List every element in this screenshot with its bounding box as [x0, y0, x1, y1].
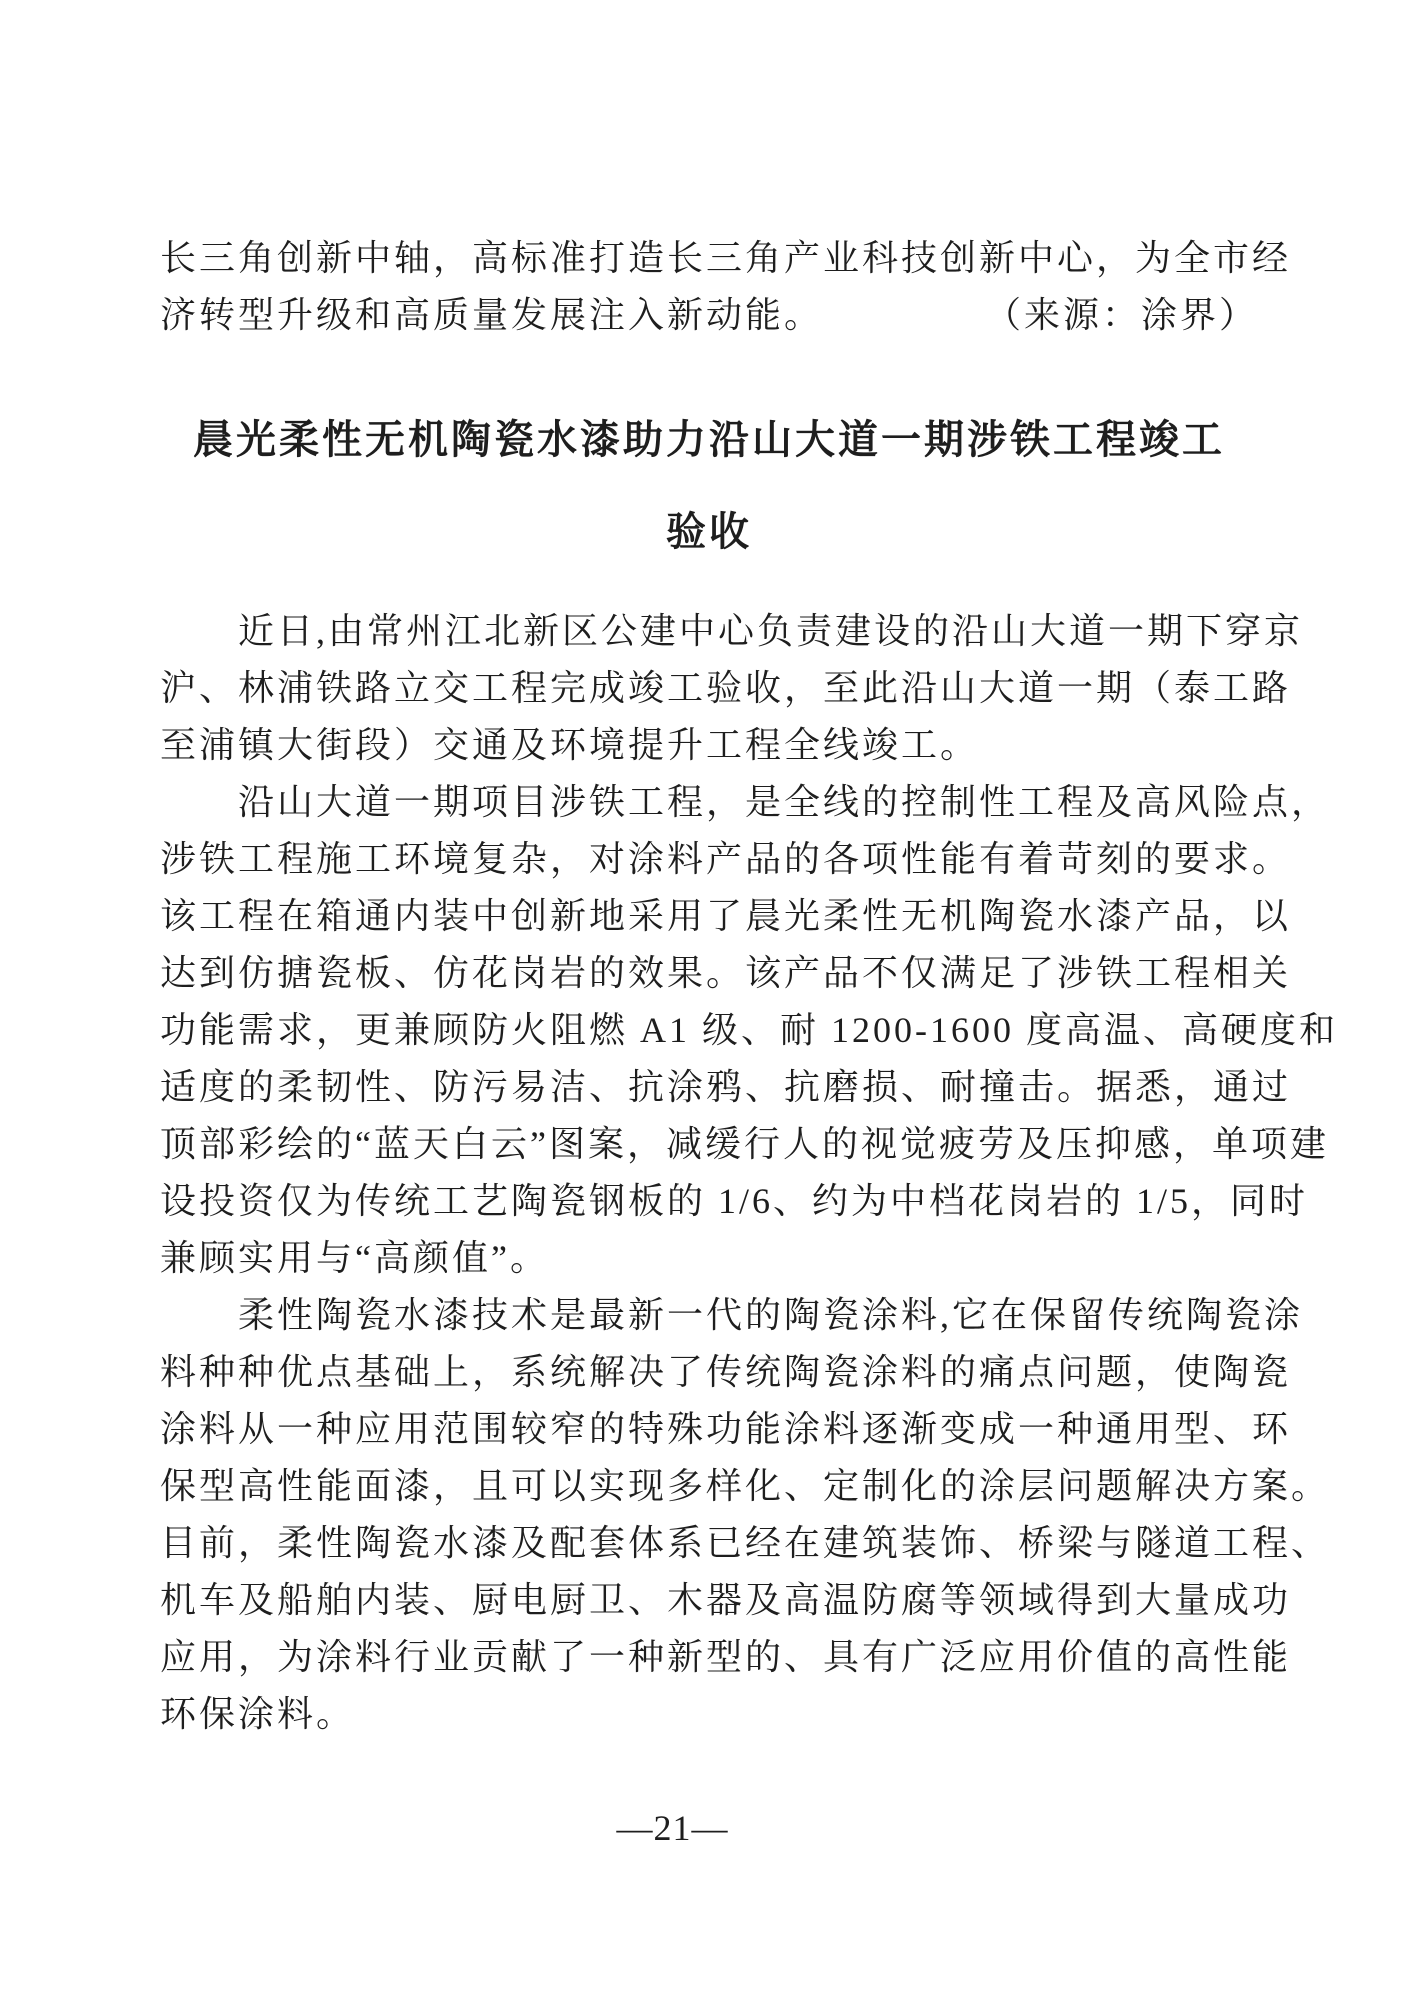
- article-title-line: 验收: [666, 509, 752, 554]
- document-content: [160, 230, 1338, 1743]
- text-line: 环保涂料。: [160, 1694, 356, 1734]
- text-line: 设投资仅为传统工艺陶瓷钢板的 1/6、约为中档花岗岩的 1/5，同时: [160, 1181, 1309, 1221]
- text-line: 沿山大道一期项目涉铁工程，是全线的控制性工程及高风险点，: [238, 782, 1331, 822]
- text-line: 柔性陶瓷水漆技术是最新一代的陶瓷涂料,它在保留传统陶瓷涂: [238, 1295, 1304, 1335]
- text-line: 涉铁工程施工环境复杂，对涂料产品的各项性能有着苛刻的要求。: [160, 839, 1292, 879]
- text-line: 保型高性能面漆，且可以实现多样化、定制化的涂层问题解决方案。: [160, 1466, 1331, 1506]
- intro-last-line: [160, 287, 1258, 344]
- text-line: 顶部彩绘的“蓝天白云”图案，减缓行人的视觉疲劳及压抑感，单项建: [160, 1124, 1329, 1164]
- paragraph: [160, 774, 1338, 1287]
- text-line: 机车及船舶内装、厨电厨卫、木器及高温防腐等领域得到大量成功: [160, 1580, 1292, 1620]
- text-line: 适度的柔韧性、防污易洁、抗涂鸦、抗磨损、耐撞击。据悉，通过: [160, 1067, 1292, 1107]
- article-body: [160, 603, 1338, 1743]
- intro-line: 长三角创新中轴，高标准打造长三角产业科技创新中心，为全市经: [160, 238, 1292, 278]
- text-line: 涂料从一种应用范围较窄的特殊功能涂料逐渐变成一种通用型、环: [160, 1409, 1292, 1449]
- paragraph: [160, 603, 1304, 774]
- page-number: —21—: [616, 1808, 729, 1848]
- text-line: 近日,由常州江北新区公建中心负责建设的沿山大道一期下穿京: [238, 611, 1304, 651]
- intro-line: 济转型升级和高质量发展注入新动能。: [160, 295, 824, 335]
- text-line: 该工程在箱通内装中创新地采用了晨光柔性无机陶瓷水漆产品，以: [160, 896, 1292, 936]
- source-attribution: （来源：涂界）: [984, 295, 1258, 335]
- article-title-line: 晨光柔性无机陶瓷水漆助力沿山大道一期涉铁工程竣工: [193, 417, 1225, 462]
- text-line: 应用，为涂料行业贡献了一种新型的、具有广泛应用价值的高性能: [160, 1637, 1292, 1677]
- intro-paragraph: [160, 230, 1292, 344]
- text-line: 料种种优点基础上，系统解决了传统陶瓷涂料的痛点问题，使陶瓷: [160, 1352, 1292, 1392]
- text-line: 目前，柔性陶瓷水漆及配套体系已经在建筑装饰、桥梁与隧道工程、: [160, 1523, 1331, 1563]
- text-line: 功能需求，更兼顾防火阻燃 A1 级、耐 1200-1600 度高温、高硬度和: [160, 1010, 1338, 1050]
- paragraph: [160, 1287, 1331, 1743]
- text-line: 兼顾实用与“高颜值”。: [160, 1238, 549, 1278]
- article-title: [160, 394, 1258, 578]
- text-line: 达到仿搪瓷板、仿花岗岩的效果。该产品不仅满足了涉铁工程相关: [160, 953, 1292, 993]
- text-line: 沪、林浦铁路立交工程完成竣工验收，至此沿山大道一期（泰工路: [160, 668, 1292, 708]
- text-line: 至浦镇大街段）交通及环境提升工程全线竣工。: [160, 725, 980, 765]
